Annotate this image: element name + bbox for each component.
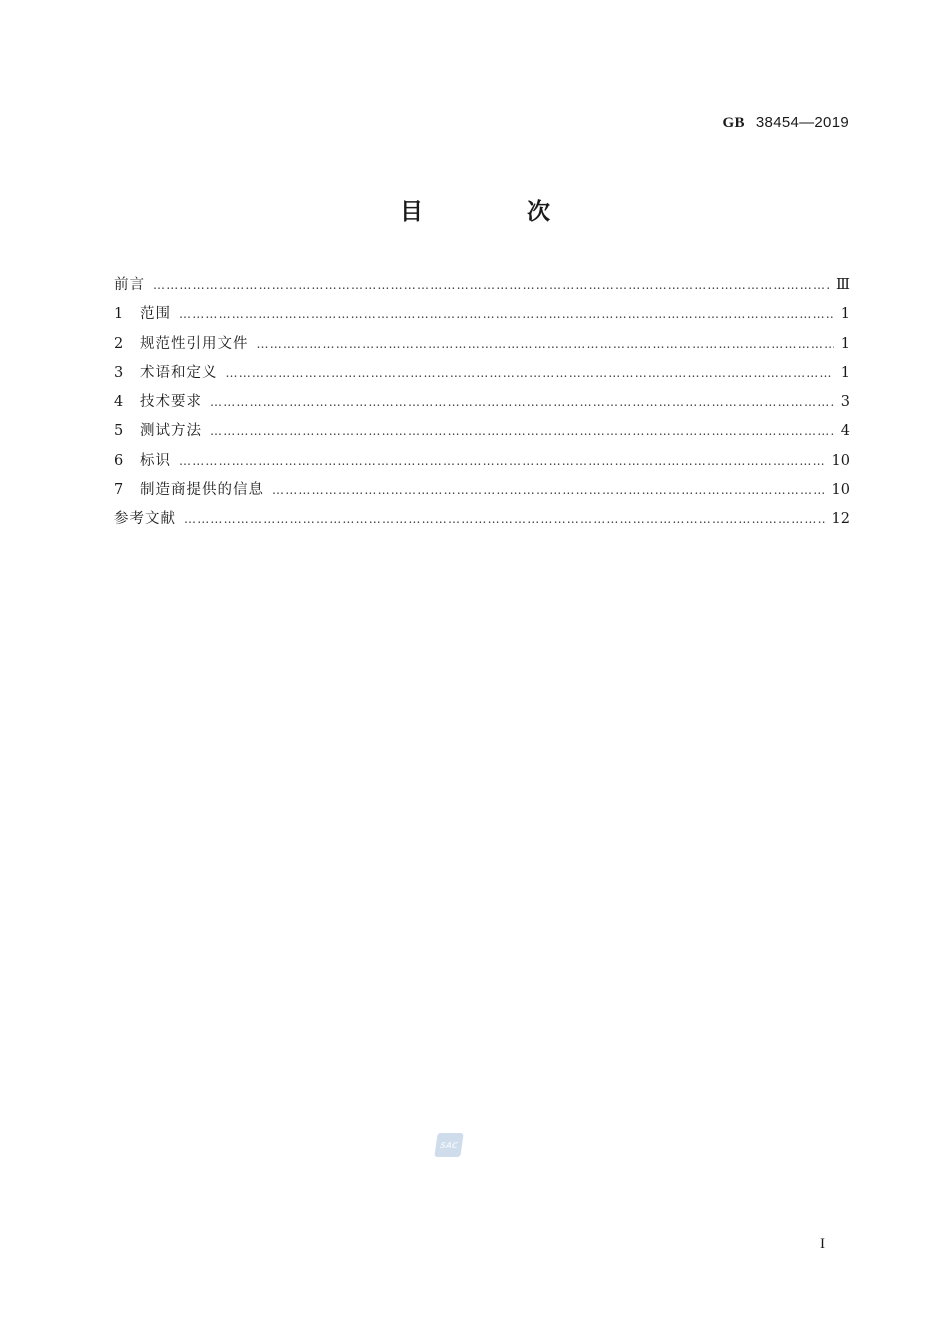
toc-row-4[interactable]	[114, 388, 850, 417]
toc-leader-dots	[272, 476, 826, 505]
toc-page-number: 1	[840, 306, 850, 323]
toc-row-2[interactable]	[114, 330, 850, 359]
page-number: I	[820, 1236, 825, 1252]
toc-leader-dots	[153, 271, 830, 300]
toc-row-references[interactable]	[114, 505, 850, 534]
toc-section-number: 6	[114, 452, 124, 469]
page-title: 目 次	[399, 199, 598, 225]
toc-label: 测试方法	[140, 423, 202, 440]
standard-number	[723, 113, 849, 132]
toc-section-number: 4	[114, 394, 124, 411]
toc-leader-dots	[179, 300, 834, 329]
toc-label: 技术要求	[140, 394, 202, 411]
toc-row-6[interactable]	[114, 447, 850, 476]
toc-leader-dots	[179, 447, 826, 476]
toc-page-number: 10	[831, 482, 850, 499]
table-of-contents	[114, 271, 850, 535]
toc-row-1[interactable]	[114, 300, 850, 329]
toc-page-number: Ⅲ	[836, 277, 850, 293]
toc-row-foreword[interactable]	[114, 271, 850, 300]
toc-label: 参考文献	[114, 511, 176, 528]
toc-leader-dots	[184, 505, 826, 534]
toc-page-number: 1	[840, 364, 850, 381]
toc-row-7[interactable]	[114, 476, 850, 505]
toc-label: 范围	[140, 306, 171, 323]
toc-label: 前言	[114, 277, 145, 293]
toc-leader-dots	[257, 330, 835, 359]
sac-watermark-logo	[434, 1133, 463, 1157]
toc-row-3[interactable]	[114, 359, 850, 388]
toc-page-number: 4	[840, 423, 850, 440]
toc-section-number: 2	[114, 335, 124, 352]
toc-section-number: 7	[114, 482, 124, 499]
standard-code: 38454—2019	[755, 114, 849, 131]
watermark-text: SAC	[439, 1140, 459, 1150]
toc-page-number: 1	[840, 335, 850, 352]
toc-label: 制造商提供的信息	[140, 482, 264, 499]
toc-leader-dots	[210, 388, 834, 417]
toc-page-number: 10	[831, 452, 850, 469]
toc-label: 规范性引用文件	[140, 335, 249, 352]
toc-page-number: 12	[831, 511, 850, 528]
toc-section-number: 5	[114, 423, 124, 440]
toc-row-5[interactable]	[114, 417, 850, 446]
standard-prefix: GB	[722, 115, 745, 131]
toc-leader-dots	[210, 417, 834, 446]
toc-page-number: 3	[840, 394, 850, 411]
toc-label: 术语和定义	[140, 364, 218, 381]
toc-label: 标识	[140, 452, 171, 469]
toc-section-number: 3	[114, 364, 124, 381]
toc-section-number: 1	[114, 306, 124, 323]
toc-leader-dots	[226, 359, 835, 388]
